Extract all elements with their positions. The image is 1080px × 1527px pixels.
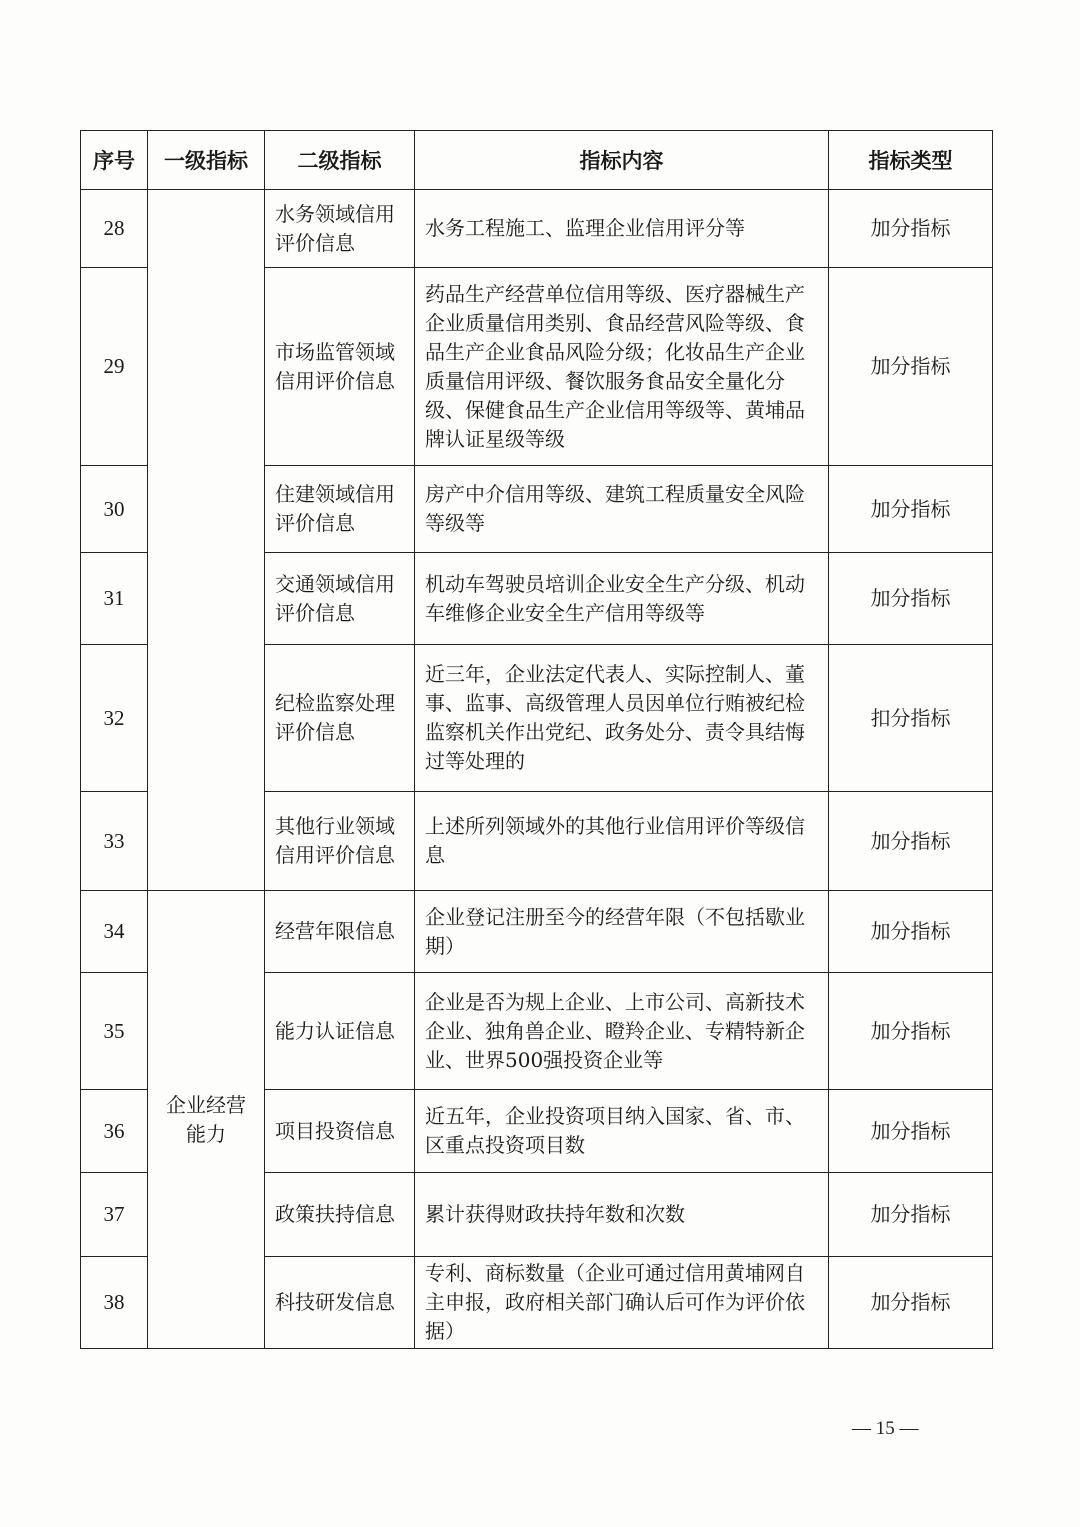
row-type: 加分指标: [829, 1173, 993, 1257]
row-level2: 其他行业领域信用评价信息: [265, 792, 415, 891]
row-no: 29: [81, 268, 148, 466]
row-content: 专利、商标数量（企业可通过信用黄埔网自主申报，政府相关部门确认后可作为评价依据）: [415, 1257, 829, 1349]
header-no: 序号: [81, 131, 148, 190]
page-number: — 15 —: [852, 1418, 919, 1439]
table-row: [81, 190, 993, 268]
row-no: 35: [81, 973, 148, 1090]
indicator-table: [80, 130, 993, 1349]
row-level2: 交通领域信用评价信息: [265, 553, 415, 645]
level1-group-business: 企业经营能力: [148, 891, 265, 1349]
row-level2: 经营年限信息: [265, 891, 415, 973]
row-content: 企业是否为规上企业、上市公司、高新技术企业、独角兽企业、瞪羚企业、专精特新企业、世界500强投资企业等: [415, 973, 829, 1090]
row-no: 37: [81, 1173, 148, 1257]
row-content: 累计获得财政扶持年数和次数: [415, 1173, 829, 1257]
row-no: 38: [81, 1257, 148, 1349]
row-no: 34: [81, 891, 148, 973]
header-content: 指标内容: [415, 131, 829, 190]
row-content: 水务工程施工、监理企业信用评分等: [415, 190, 829, 268]
row-type: 加分指标: [829, 466, 993, 553]
row-type: 加分指标: [829, 1090, 993, 1173]
header-type: 指标类型: [829, 131, 993, 190]
row-content: 近五年，企业投资项目纳入国家、省、市、区重点投资项目数: [415, 1090, 829, 1173]
row-level2: 住建领域信用评价信息: [265, 466, 415, 553]
row-level2: 政策扶持信息: [265, 1173, 415, 1257]
row-type: 扣分指标: [829, 645, 993, 792]
row-type: 加分指标: [829, 792, 993, 891]
row-no: 33: [81, 792, 148, 891]
row-type: 加分指标: [829, 973, 993, 1090]
row-level2: 市场监管领域信用评价信息: [265, 268, 415, 466]
header-level2: 二级指标: [265, 131, 415, 190]
row-level2: 纪检监察处理评价信息: [265, 645, 415, 792]
row-content: 上述所列领域外的其他行业信用评价等级信息: [415, 792, 829, 891]
row-level2: 项目投资信息: [265, 1090, 415, 1173]
row-no: 30: [81, 466, 148, 553]
row-content: 机动车驾驶员培训企业安全生产分级、机动车维修企业安全生产信用等级等: [415, 553, 829, 645]
level1-group-continued: [148, 190, 265, 891]
row-level2: 科技研发信息: [265, 1257, 415, 1349]
row-content: 近三年，企业法定代表人、实际控制人、董事、监事、高级管理人员因单位行贿被纪检监察机关作出党纪、政务处分、责令具结悔过等处理的: [415, 645, 829, 792]
header-level1: 一级指标: [148, 131, 265, 190]
row-type: 加分指标: [829, 268, 993, 466]
row-type: 加分指标: [829, 190, 993, 268]
row-content: 企业登记注册至今的经营年限（不包括歇业期）: [415, 891, 829, 973]
row-level2: 水务领域信用评价信息: [265, 190, 415, 268]
table-row: [81, 891, 993, 973]
table-header-row: [81, 131, 993, 190]
row-type: 加分指标: [829, 553, 993, 645]
row-type: 加分指标: [829, 1257, 993, 1349]
row-type: 加分指标: [829, 891, 993, 973]
row-no: 32: [81, 645, 148, 792]
row-no: 31: [81, 553, 148, 645]
indicator-table-container: [80, 130, 992, 1349]
row-no: 28: [81, 190, 148, 268]
row-level2: 能力认证信息: [265, 973, 415, 1090]
row-content: 药品生产经营单位信用等级、医疗器械生产企业质量信用类别、食品经营风险等级、食品生产企业食品风险分级；化妆品生产企业质量信用评级、餐饮服务食品安全量化分级、保健食品生产企业信用等级等、黄埔品牌认证星级等级: [415, 268, 829, 466]
row-no: 36: [81, 1090, 148, 1173]
row-content: 房产中介信用等级、建筑工程质量安全风险等级等: [415, 466, 829, 553]
